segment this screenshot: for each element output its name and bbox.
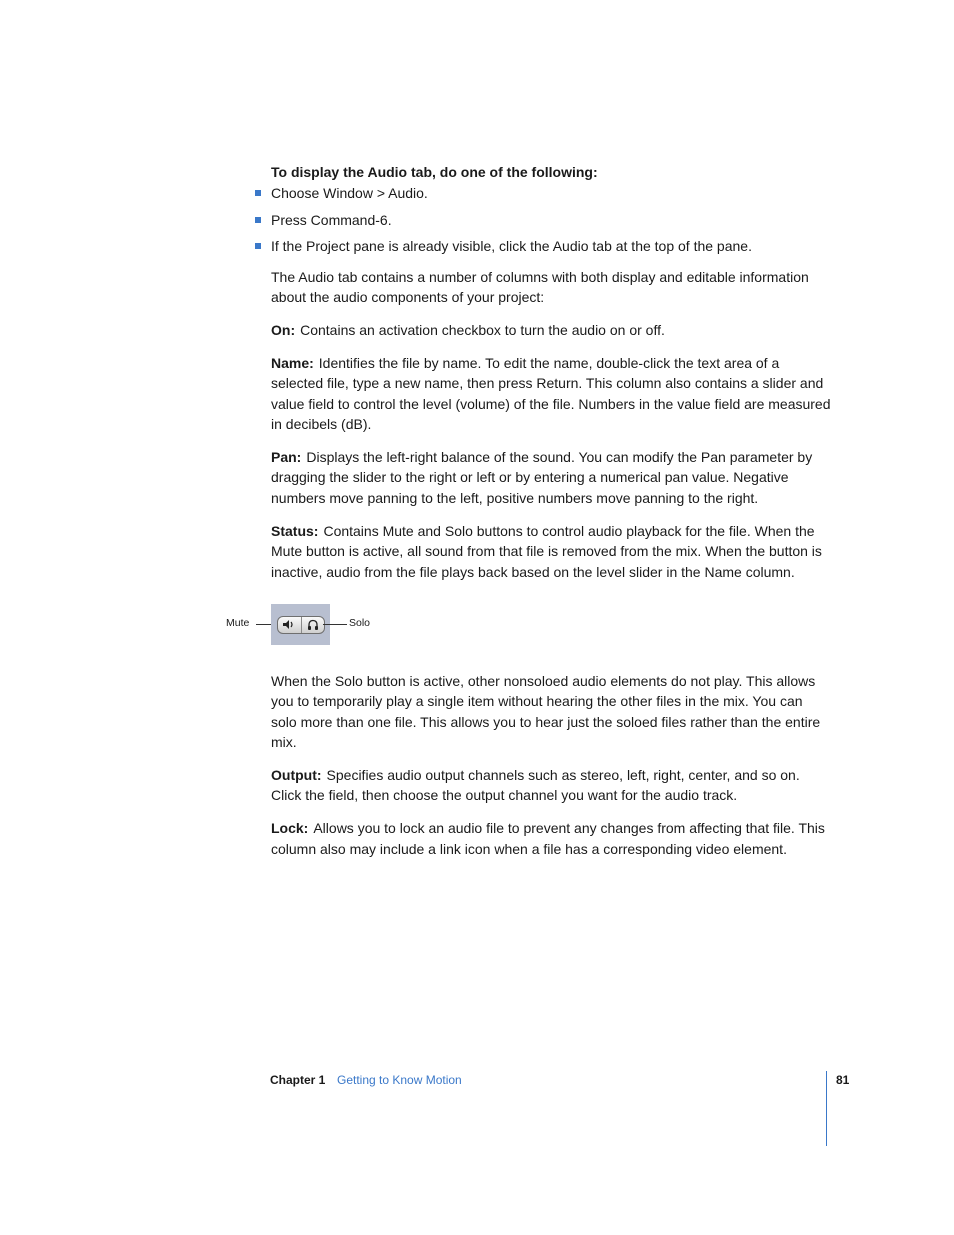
footer-chapter-label: Chapter 1 xyxy=(270,1073,326,1087)
pan-paragraph xyxy=(271,447,831,508)
term-lock: Lock: xyxy=(271,820,309,837)
overview-paragraph: The Audio tab contains a number of columns with both display and editable information about the audio components of your project: xyxy=(271,268,809,306)
solo-note-paragraph: When the Solo button is active, other nonsoloed audio elements do not play. This allows you to temporarily play a single item without hearing the other files in the mix. You can solo more than one file. This allows you to hear just the soloed files rather than the entire mix. xyxy=(271,672,821,751)
term-pan: Pan: xyxy=(271,448,302,465)
list-item xyxy=(271,210,831,230)
term-status: Status: xyxy=(271,522,319,539)
figure-swatch xyxy=(271,604,330,645)
list-item xyxy=(271,236,831,256)
lock-paragraph xyxy=(271,818,831,859)
mute-solo-buttons xyxy=(277,616,325,634)
term-name: Name: xyxy=(271,354,314,371)
on-paragraph xyxy=(271,320,831,340)
lock-description: Allows you to lock an audio file to prevent any changes from affecting that file. This column also may include a link icon when a file has a corresponding video element. xyxy=(271,820,825,857)
square-bullet-icon xyxy=(255,243,261,249)
bullet-list xyxy=(271,183,831,256)
name-description: Identifies the file by name. To edit the name, double-click the text area of a selected file, type a new name, then press Return. This column also contains a slider and value field to control the level (volume) of the file. Numbers in the value field are measured in decibels (dB). xyxy=(271,354,831,433)
footer-chapter-title: Getting to Know Motion xyxy=(337,1073,462,1087)
list-item-text: Choose Window > Audio. xyxy=(271,185,428,202)
status-description: Contains Mute and Solo buttons to control audio playback for the file. When the Mute button is active, all sound from that file is removed from the mix. When the button is inactive, audio from the file plays back based on the level slider in the Name column. xyxy=(271,522,822,580)
solo-callout-label: Solo xyxy=(349,616,371,629)
term-output: Output: xyxy=(271,767,322,784)
mute-solo-figure xyxy=(226,604,831,645)
headphones-icon xyxy=(307,619,319,631)
mute-callout-label: Mute xyxy=(226,616,250,629)
on-description: Contains an activation checkbox to turn the audio on or off. xyxy=(300,321,665,338)
page-number: 81 xyxy=(836,1073,850,1087)
solo-button[interactable] xyxy=(301,617,325,633)
page-content xyxy=(226,162,831,872)
list-item-text: Press Command-6. xyxy=(271,211,392,228)
square-bullet-icon xyxy=(255,217,261,223)
speaker-icon xyxy=(282,619,296,630)
name-paragraph xyxy=(271,353,831,435)
status-paragraph xyxy=(271,521,831,582)
square-bullet-icon xyxy=(255,190,261,196)
procedure-heading: To display the Audio tab, do one of the following: xyxy=(271,164,598,180)
list-item xyxy=(271,183,831,203)
output-description: Specifies audio output channels such as stereo, left, right, center, and so on. Click the field, then choose the output channel you want for the audio track. xyxy=(271,767,800,804)
term-on: On: xyxy=(271,321,296,338)
list-item-text: If the Project pane is already visible, click the Audio tab at the top of the pane. xyxy=(271,238,752,255)
solo-callout-line xyxy=(323,624,347,625)
footer-divider xyxy=(826,1071,827,1146)
output-paragraph xyxy=(271,765,831,806)
pan-description: Displays the left-right balance of the sound. You can modify the Pan parameter by dragging the slider to the right or left or by entering a numerical pan value. Negative numbers move panning to the left, positive numbers move panning to the right. xyxy=(271,448,813,506)
mute-button[interactable] xyxy=(278,617,301,633)
